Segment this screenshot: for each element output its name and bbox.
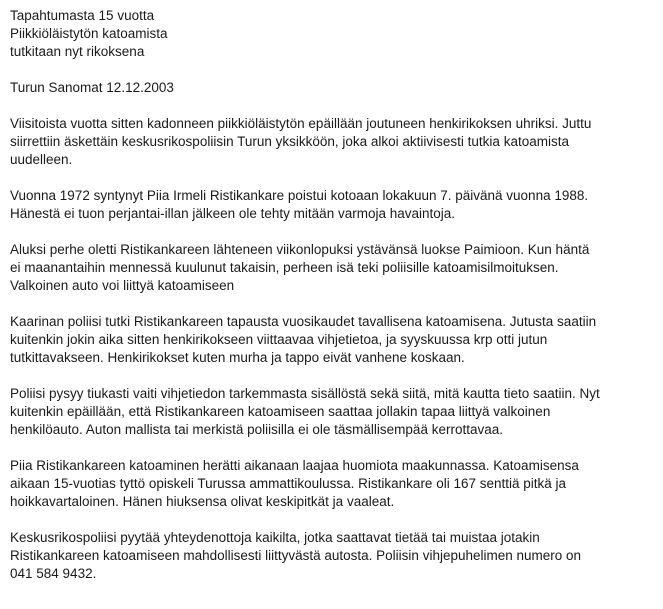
- paragraph-5: [10, 385, 660, 439]
- paragraph-line: Valkoinen auto voi liittyä katoamiseen: [10, 278, 235, 293]
- title-line-2: Piikkiöläistytön katoamista: [10, 26, 168, 41]
- paragraph-line: hoikkavartaloinen. Hänen hiuksensa olivat keskipitkät ja vaaleat.: [10, 494, 395, 509]
- paragraph-line: kuitenkin jokin aika sitten henkirikokseen viittaavaa vihjetietoa, ja syyskuussa krp otti jutun: [10, 332, 548, 347]
- paragraph-line: henkilöauto. Auton mallista tai merkistä poliisilla ei ole täsmällisempää kerrottavaa.: [10, 422, 503, 437]
- paragraph-2: [10, 187, 660, 223]
- paragraph-line: Poliisi pysyy tiukasti vaiti vihjetiedon tarkemmasta sisällöstä sekä siitä, mitä kautta tieto saatiin. Nyt: [10, 386, 600, 401]
- paragraph-line: 041 584 9432.: [10, 566, 97, 581]
- paragraph-line: Aluksi perhe oletti Ristikankareen lähteneen viikonlopuksi ystävänsä luokse Paimioon. Kun häntä: [10, 242, 590, 257]
- paragraph-line: Hänestä ei tuon perjantai-illan jälkeen ole tehty mitään varmoja havaintoja.: [10, 206, 456, 221]
- paragraph-7: [10, 529, 660, 583]
- paragraph-line: Viisitoista vuotta sitten kadonneen piikkiöläistytön epäillään joutuneen henkirikoksen uhriksi. Juttu: [10, 116, 592, 131]
- paragraph-line: Ristikankareen katoamiseen mahdollisesti liittyvästä autosta. Poliisin vihjepuhelimen numero on: [10, 548, 582, 563]
- paragraph-line: siirrettiin äskettäin keskusrikospoliisin Turun yksikköön, joka alkoi aktiivisesti tutkia katoamista: [10, 134, 569, 149]
- paragraph-line: Piia Ristikankareen katoaminen herätti aikanaan laajaa huomiota maakunnassa. Katoamisensa: [10, 458, 579, 473]
- paragraph-1: [10, 115, 660, 169]
- title-line-3: tutkitaan nyt rikoksena: [10, 44, 145, 59]
- title-line-1: Tapahtumasta 15 vuotta: [10, 8, 155, 23]
- article-source: Turun Sanomat 12.12.2003: [10, 80, 174, 95]
- paragraph-line: tutkittavakseen. Henkirikokset kuten murha ja tappo eivät vanhene koskaan.: [10, 350, 465, 365]
- paragraph-line: Vuonna 1972 syntynyt Piia Irmeli Ristikankare poistui kotoaan lokakuun 7. päivänä vuonna 1988.: [10, 188, 589, 203]
- paragraph-6: [10, 457, 660, 511]
- paragraph-line: uudelleen.: [10, 152, 73, 167]
- paragraph-line: Kaarinan poliisi tutki Ristikankareen tapausta vuosikaudet tavallisena katoamisena. Jutusta saatiin: [10, 314, 597, 329]
- paragraph-4: [10, 313, 660, 367]
- paragraph-line: Keskusrikospoliisi pyytää yhteydenottoja kaikilta, jotka saattavat tietää tai muistaa jotakin: [10, 530, 540, 545]
- paragraph-line: ei maanantaihin mennessä kuulunut takaisin, perheen isä teki poliisille katoamisilmoituksen.: [10, 260, 559, 275]
- paragraph-line: kuitenkin epäillään, että Ristikankareen katoamiseen saattaa jollakin tapaa liittyä valkoinen: [10, 404, 551, 419]
- paragraph-3: [10, 241, 660, 295]
- paragraph-line: aikaan 15-vuotias tyttö opiskeli Turussa ammattikoulussa. Ristikankare oli 167 senttiä pitkä ja: [10, 476, 567, 491]
- article-title: [10, 7, 660, 61]
- article: [10, 7, 660, 583]
